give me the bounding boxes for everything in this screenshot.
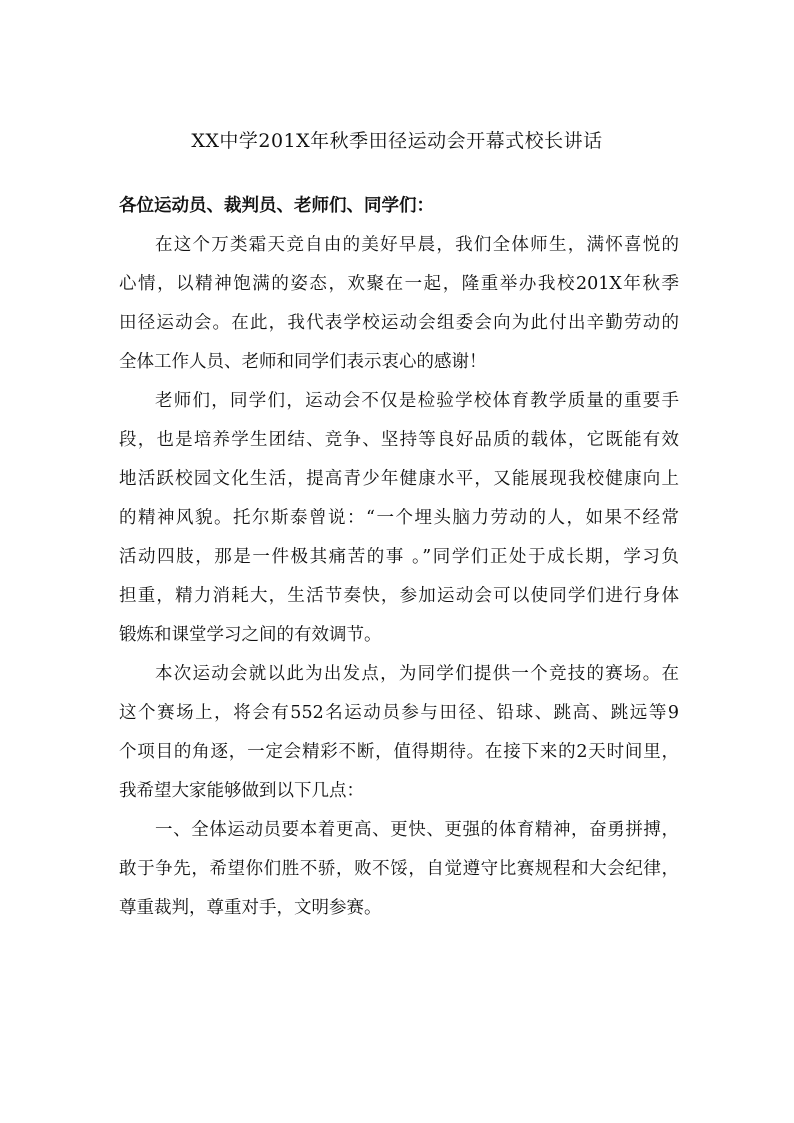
paragraph-purpose — [119, 382, 679, 655]
paragraph-line: 尊重裁判，尊重对手，文明参赛。 — [119, 898, 382, 918]
paragraph-line: 个项目的角逐，一定会精彩不断，值得期待。在接下来的2天时间里， — [119, 742, 679, 762]
paragraph-event-info — [119, 655, 679, 811]
document-body — [119, 187, 679, 928]
paragraph-line: 全体工作人员、老师和同学们表示衷心的感谢！ — [119, 352, 487, 372]
paragraph-line: 担重，精力消耗大，生活节奏快，参加运动会可以使同学们进行身体 — [119, 586, 679, 606]
paragraph-athletes — [119, 811, 679, 928]
paragraph-line: 活动四肢，那是一件极其痛苦的事 。”同学们正处于成长期，学习负 — [119, 547, 679, 567]
paragraph-line: 这个赛场上，将会有552名运动员参与田径、铅球、跳高、跳远等9 — [119, 703, 679, 723]
paragraph-line: 本次运动会就以此为出发点，为同学们提供一个竞技的赛场。在 — [155, 664, 679, 684]
paragraph-line: 的精神风貌。托尔斯泰曾说：“一个埋头脑力劳动的人，如果不经常 — [119, 508, 679, 528]
paragraph-line: 锻炼和课堂学习之间的有效调节。 — [119, 625, 382, 645]
paragraph-line: 老师们，同学们，运动会不仅是检验学校体育教学质量的重要手 — [155, 391, 679, 411]
paragraph-line: 我希望大家能够做到以下几点： — [119, 781, 364, 801]
paragraph-opening — [119, 226, 679, 382]
paragraph-line: 田径运动会。在此，我代表学校运动会组委会向为此付出辛勤劳动的 — [119, 313, 679, 333]
paragraph-line: 地活跃校园文化生活，提高青少年健康水平，又能展现我校健康向上 — [119, 469, 679, 489]
paragraph-line: 敢于争先，希望你们胜不骄，败不馁，自觉遵守比赛规程和大会纪律， — [119, 859, 679, 879]
document-title: XX中学201X年秋季田径运动会开幕式校长讲话 — [191, 130, 603, 152]
paragraph-line: 一、全体运动员要本着更高、更快、更强的体育精神，奋勇拼搏， — [155, 820, 679, 840]
paragraph-line: 心情，以精神饱满的姿态，欢聚在一起，隆重举办我校201X年秋季 — [119, 274, 679, 294]
salutation: 各位运动员、裁判员、老师们、同学们： — [119, 196, 434, 216]
paragraph-line: 在这个万类霜天竞自由的美好早晨，我们全体师生，满怀喜悦的 — [155, 235, 679, 255]
paragraph-line: 段，也是培养学生团结、竞争、坚持等良好品质的载体，它既能有效 — [119, 430, 679, 450]
